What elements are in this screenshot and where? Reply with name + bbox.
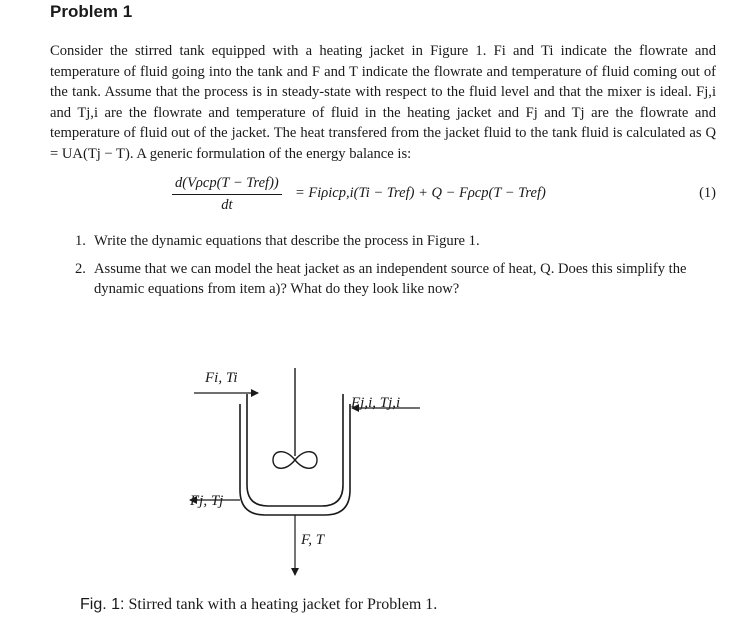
caption-prefix: Fig. 1:	[80, 596, 125, 613]
list-item-number: 1.	[75, 233, 86, 249]
jacket-inlet-label: Fj,i, Tj,i	[351, 395, 401, 411]
list-item-number: 2.	[75, 261, 86, 277]
equation-rhs: = Fiρicp,i(Ti − Tref) + Q − Fρcp(T − Tref)	[295, 185, 546, 201]
list-item-text: Assume that we can model the heat jacket as an independent source of heat, Q. Does this simplify the dynamic equations from item a)? What do they look like now?	[94, 261, 687, 297]
list-item-text: Write the dynamic equations that describe the process in Figure 1.	[94, 233, 480, 249]
problem-paragraph: Consider the stirred tank equipped with a heating jacket in Figure 1. Fi and Ti indicate the flowrate and temperature of fluid going into the tank and F and T indicate the flowrate and temperature of fluid coming out of the tank. Assume that the process is in steady-state with respect to the fluid level and that the mixer is ideal. Fj,i and Tj,i are the flowrate and temperature of fluid in the heating jacket and Fj and Tj are the flowrate and temperature of fluid out of the jacket. The heat transfered from the jacket fluid to the tank fluid is calculated as Q = UA(Tj − T). A generic formulation of the energy balance is:	[50, 43, 716, 162]
equation-denominator: dt	[221, 197, 233, 213]
jacket-outlet-label: Fj, Tj	[190, 493, 224, 509]
outlet-label: F, T	[301, 532, 325, 548]
problem-heading: Problem 1	[50, 2, 133, 21]
inlet-label: Fi, Ti	[205, 370, 238, 386]
list-item	[75, 259, 716, 299]
list-item	[75, 231, 716, 251]
equation-number: (1)	[699, 185, 716, 201]
equation-numerator: d(Vρcp(T − Tref))	[172, 175, 282, 195]
caption-text: Stirred tank with a heating jacket for Problem 1.	[128, 596, 438, 613]
equation-fraction	[172, 175, 282, 214]
energy-balance-equation	[50, 175, 716, 221]
figure-caption	[80, 596, 437, 614]
question-list	[75, 231, 716, 307]
tank-figure	[180, 360, 440, 580]
